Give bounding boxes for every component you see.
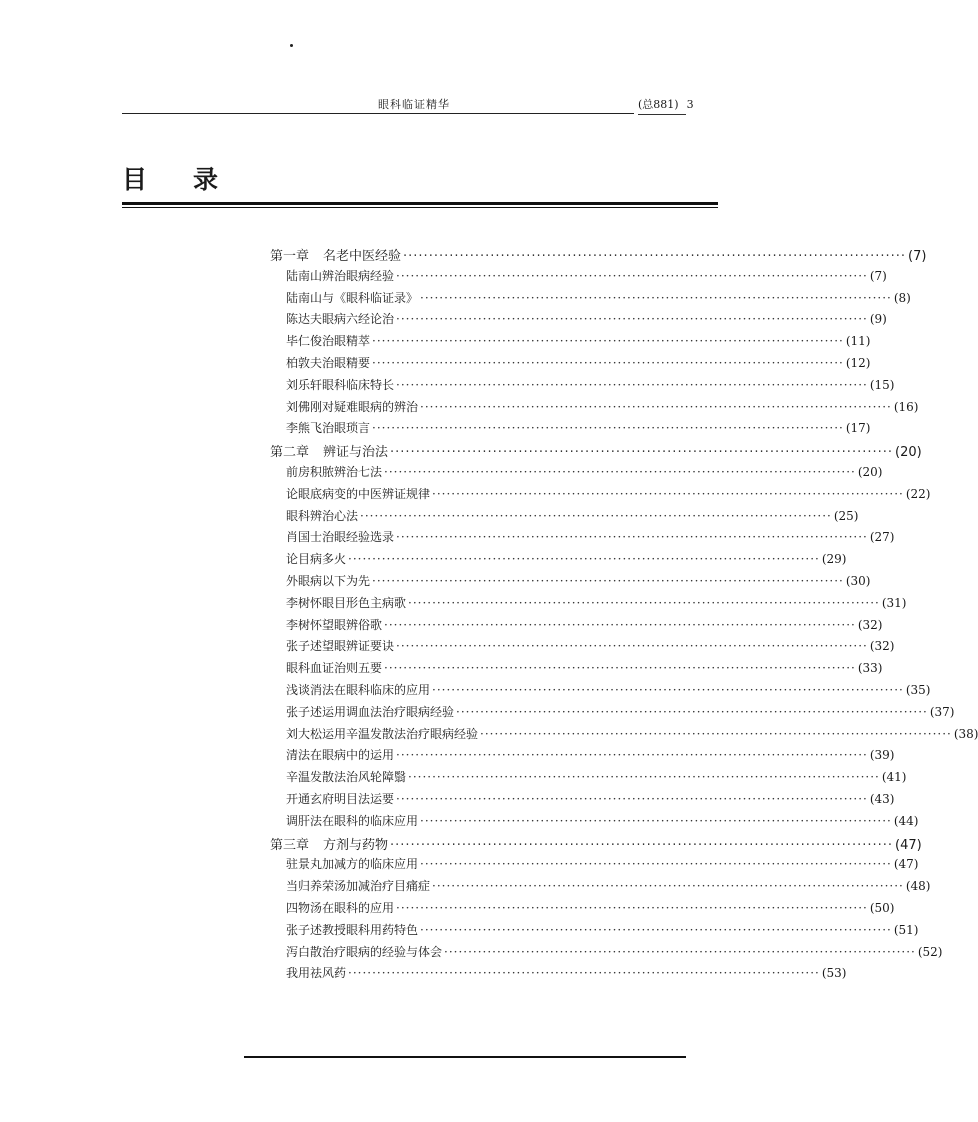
toc-entry-title: 张子述教授眼科用药特色 <box>286 922 419 937</box>
toc-entry-page: (15) <box>869 377 895 392</box>
toc-section-row[interactable] <box>270 289 911 311</box>
toc-dot-leader: ·································································································· <box>390 445 893 461</box>
toc-section-row[interactable] <box>270 550 847 572</box>
toc-section-row[interactable] <box>270 507 859 529</box>
toc-dot-leader: ·································································································· <box>432 879 904 894</box>
toc-section-row[interactable] <box>270 725 978 747</box>
toc-dot-leader: ·································································································· <box>390 837 893 853</box>
toc-entry-page: (33) <box>857 661 883 676</box>
toc-entry-page: (53) <box>821 966 847 981</box>
header-rule-short <box>638 114 686 115</box>
toc-entry-title: 论目病多火 <box>286 552 347 567</box>
toc-section-row[interactable] <box>270 746 895 768</box>
toc-section-row[interactable] <box>270 921 919 943</box>
toc-entry-title: 张子述运用调血法治疗眼病经验 <box>286 704 455 719</box>
toc-section-row[interactable] <box>270 419 871 441</box>
toc-entry-title: 论眼底病变的中医辨证规律 <box>286 486 431 501</box>
toc-entry-title: 泻白散治疗眼病的经验与体会 <box>286 944 443 959</box>
toc-section-row[interactable] <box>270 855 919 877</box>
toc-entry-page: (20) <box>857 464 883 479</box>
toc-entry-title: 浅谈消法在眼科临床的应用 <box>286 682 431 697</box>
toc-entry-page: (35) <box>905 682 931 697</box>
toc-dot-leader: ·································································································· <box>408 595 880 610</box>
toc-chapter-number: 第一章 <box>270 249 310 264</box>
toc-dot-leader: ·································································································· <box>396 639 868 654</box>
toc-entry-page: (7) <box>908 249 927 264</box>
toc-entry-page: (22) <box>905 486 931 501</box>
toc-dot-leader: ·································································································· <box>372 355 844 370</box>
toc-entry-page: (44) <box>893 813 919 828</box>
toc-entry-title: 辨证与治法 <box>323 445 389 461</box>
table-of-contents <box>270 245 978 986</box>
toc-entry-title: 当归养荣汤加减治疗目痛症 <box>286 879 431 894</box>
toc-section-row[interactable] <box>270 398 919 420</box>
toc-entry-title: 刘乐轩眼科临床特长 <box>286 377 395 392</box>
toc-dot-leader: ·································································································· <box>420 399 892 414</box>
toc-dot-leader: ·································································································· <box>408 770 880 785</box>
toc-dot-leader: ·································································································· <box>432 682 904 697</box>
toc-entry-page: (9) <box>869 312 887 327</box>
toc-section-row[interactable] <box>270 637 895 659</box>
toc-section-row[interactable] <box>270 354 871 376</box>
toc-dot-leader: ·································································································· <box>396 530 868 545</box>
toc-entry-title: 调肝法在眼科的临床应用 <box>286 813 419 828</box>
toc-section-row[interactable] <box>270 964 847 986</box>
toc-entry-page: (38) <box>953 726 978 741</box>
running-header-page <box>638 96 694 112</box>
toc-section-row[interactable] <box>270 877 931 899</box>
page-title <box>122 160 218 196</box>
toc-entry-page: (31) <box>881 595 907 610</box>
toc-dot-leader: ·································································································· <box>444 944 916 959</box>
toc-section-row[interactable] <box>270 899 895 921</box>
toc-entry-page: (48) <box>905 879 931 894</box>
toc-entry-page: (17) <box>845 421 871 436</box>
toc-entry-page: (41) <box>881 770 907 785</box>
toc-entry-page: (43) <box>869 791 895 806</box>
toc-entry-title: 眼科辨治心法 <box>286 508 359 523</box>
toc-section-row[interactable] <box>270 681 931 703</box>
toc-entry-title: 四物汤在眼科的应用 <box>286 900 395 915</box>
toc-entry-title: 刘大松运用辛温发散法治疗眼病经验 <box>286 726 479 741</box>
toc-section-row[interactable] <box>270 790 895 812</box>
page-title-char-2: 录 <box>193 165 219 194</box>
toc-section-row[interactable] <box>270 616 883 638</box>
toc-entry-title: 外眼病以下为先 <box>286 573 371 588</box>
toc-dot-leader: ·································································································· <box>372 421 844 436</box>
toc-entry-title: 陆南山辨治眼病经验 <box>286 268 395 283</box>
toc-dot-leader: ·································································································· <box>420 290 892 305</box>
toc-entry-title: 李树怀眼目形色主病歌 <box>286 595 407 610</box>
toc-entry-page: (51) <box>893 922 919 937</box>
toc-entry-page: (16) <box>893 399 919 414</box>
toc-entry-title: 驻景丸加减方的临床应用 <box>286 857 419 872</box>
toc-entry-page: (11) <box>845 334 871 349</box>
toc-entry-page: (7) <box>869 268 887 283</box>
footer-rule <box>244 1056 686 1058</box>
toc-dot-leader: ·································································································· <box>396 268 868 283</box>
toc-chapter-number: 第二章 <box>270 445 310 461</box>
toc-entry-page: (52) <box>917 944 943 959</box>
toc-dot-leader: ·································································································· <box>480 726 952 741</box>
toc-chapter-row[interactable] <box>270 245 927 267</box>
toc-dot-leader: ·································································································· <box>396 791 868 806</box>
toc-section-row[interactable] <box>270 267 887 289</box>
toc-entry-page: (12) <box>845 355 871 370</box>
toc-dot-leader: ·································································································· <box>432 486 904 501</box>
toc-section-row[interactable] <box>270 703 955 725</box>
toc-section-row[interactable] <box>270 594 907 616</box>
toc-entry-title: 肖国士治眼经验选录 <box>286 530 395 545</box>
toc-section-row[interactable] <box>270 310 887 332</box>
toc-dot-leader: ·································································································· <box>456 704 928 719</box>
toc-dot-leader: ·································································································· <box>384 464 856 479</box>
title-rule-thick <box>122 202 718 205</box>
total-page-number: (总881) <box>638 98 679 111</box>
toc-entry-page: (20) <box>895 445 922 461</box>
toc-entry-page: (30) <box>845 573 871 588</box>
toc-dot-leader: ·································································································· <box>360 508 832 523</box>
toc-entry-title: 毕仁俊治眼精萃 <box>286 334 371 349</box>
toc-entry-title: 陆南山与《眼科临证录》 <box>286 290 419 305</box>
toc-entry-title: 清法在眼病中的运用 <box>286 748 395 763</box>
toc-section-row[interactable] <box>270 572 871 594</box>
toc-entry-page: (47) <box>895 837 922 853</box>
toc-entry-title: 前房积脓辨治七法 <box>286 464 383 479</box>
toc-dot-leader: ·································································································· <box>396 748 868 763</box>
toc-dot-leader: ·································································································· <box>420 857 892 872</box>
toc-entry-page: (47) <box>893 857 919 872</box>
toc-section-row[interactable] <box>270 528 895 550</box>
toc-dot-leader: ·································································································· <box>396 900 868 915</box>
toc-section-row[interactable] <box>270 659 883 681</box>
ink-speck <box>290 44 293 47</box>
toc-chapter-row[interactable] <box>270 834 922 856</box>
toc-section-row[interactable] <box>270 768 907 790</box>
toc-section-row[interactable] <box>270 812 919 834</box>
toc-dot-leader: ·································································································· <box>396 377 868 392</box>
toc-entry-title: 开通玄府明目法运要 <box>286 791 395 806</box>
toc-dot-leader: ·································································································· <box>348 966 820 981</box>
page-number: 3 <box>686 98 694 111</box>
toc-entry-title: 刘佛刚对疑难眼病的辨治 <box>286 399 419 414</box>
toc-dot-leader: ·································································································· <box>420 813 892 828</box>
toc-dot-leader: ·································································································· <box>384 661 856 676</box>
toc-entry-title: 我用祛风药 <box>286 966 347 981</box>
toc-chapter-row[interactable] <box>270 441 922 463</box>
toc-entry-page: (25) <box>833 508 859 523</box>
toc-entry-page: (32) <box>857 617 883 632</box>
title-rule-thin <box>122 207 718 208</box>
toc-dot-leader: ·································································································· <box>384 617 856 632</box>
toc-entry-page: (29) <box>821 552 847 567</box>
toc-chapter-number: 第三章 <box>270 837 310 853</box>
toc-entry-title: 李树怀望眼辨俗歌 <box>286 617 383 632</box>
toc-entry-title: 陈达夫眼病六经论治 <box>286 312 395 327</box>
toc-section-row[interactable] <box>270 943 943 965</box>
toc-section-row[interactable] <box>270 485 931 507</box>
toc-entry-title: 名老中医经验 <box>323 249 402 264</box>
toc-entry-page: (32) <box>869 639 895 654</box>
toc-entry-page: (50) <box>869 900 895 915</box>
toc-dot-leader: ·································································································· <box>372 334 844 349</box>
toc-section-row[interactable] <box>270 332 871 354</box>
toc-entry-page: (37) <box>929 704 955 719</box>
toc-entry-title: 方剂与药物 <box>323 837 389 853</box>
toc-entry-title: 眼科血证治则五要 <box>286 661 383 676</box>
toc-dot-leader: ·································································································· <box>403 249 906 264</box>
toc-entry-page: (39) <box>869 748 895 763</box>
toc-dot-leader: ·································································································· <box>372 573 844 588</box>
toc-entry-page: (8) <box>893 290 911 305</box>
toc-section-row[interactable] <box>270 463 883 485</box>
toc-entry-title: 李熊飞治眼琐言 <box>286 421 371 436</box>
toc-entry-page: (27) <box>869 530 895 545</box>
page-title-char-1: 目 <box>122 165 148 194</box>
toc-dot-leader: ·································································································· <box>396 312 868 327</box>
toc-entry-title: 辛温发散法治风轮障翳 <box>286 770 407 785</box>
toc-entry-title: 柏敦夫治眼精要 <box>286 355 371 370</box>
toc-entry-title: 张子述望眼辨证要诀 <box>286 639 395 654</box>
header-rule <box>122 113 634 114</box>
running-header-title: 眼科临证精华 <box>378 98 450 111</box>
toc-section-row[interactable] <box>270 376 895 398</box>
toc-dot-leader: ·································································································· <box>420 922 892 937</box>
toc-dot-leader: ·································································································· <box>348 552 820 567</box>
